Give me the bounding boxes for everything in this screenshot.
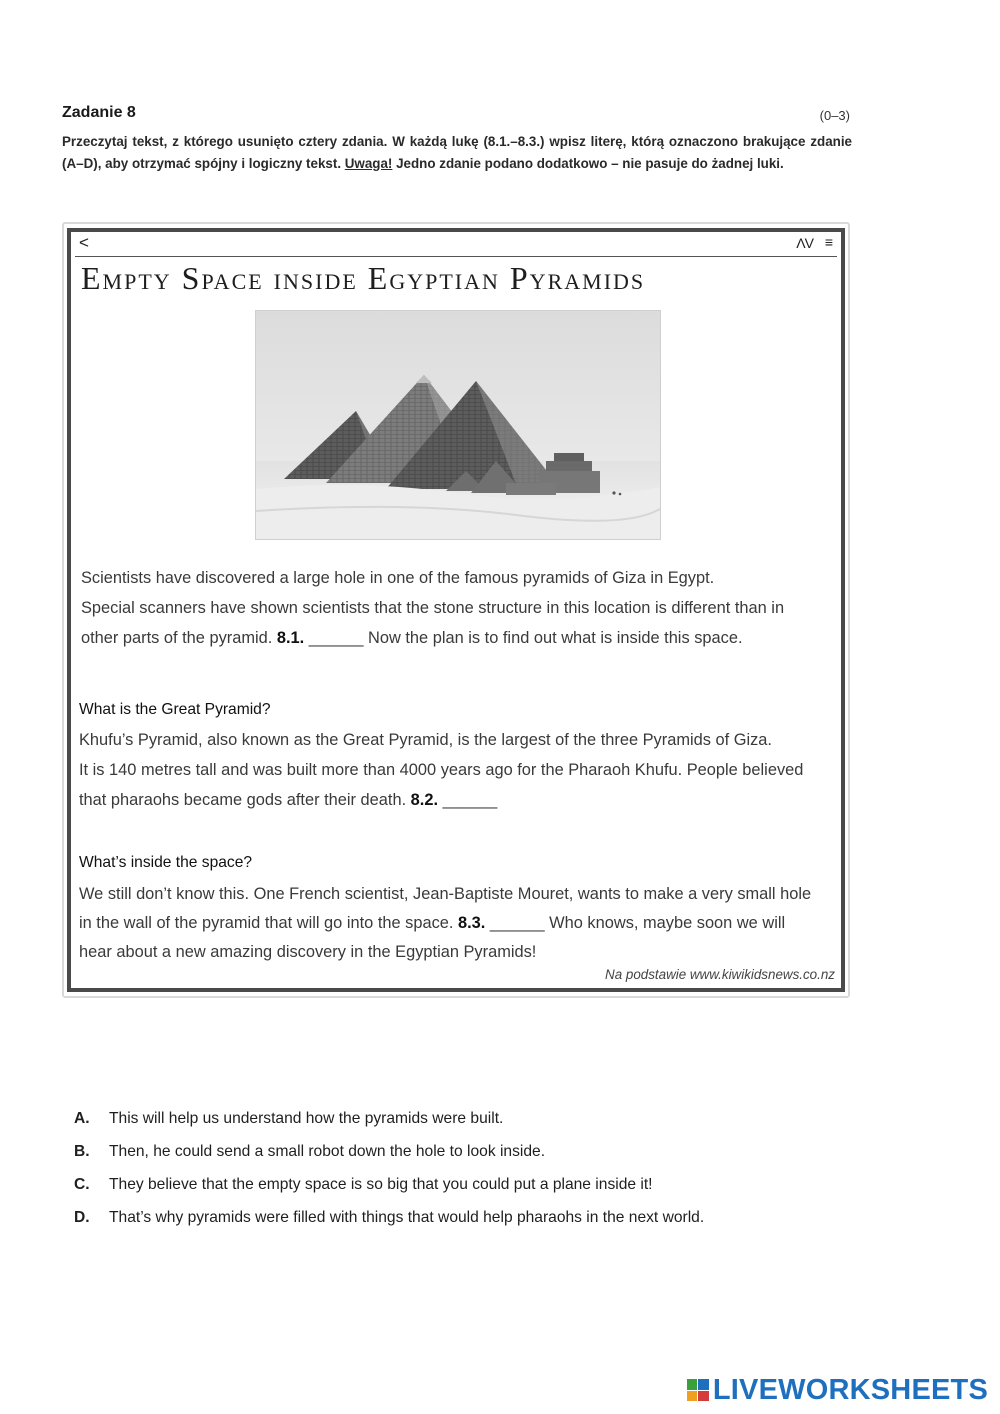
- instructions-text-2: Jedno zdanie podano dodatkowo – nie pasuje do żadnej luki.: [392, 155, 784, 171]
- gap-8-2-blank[interactable]: ______: [442, 791, 498, 809]
- section1-line-2: It is 140 metres tall and was built more than 4000 years ago for the Pharaoh Khufu. People believed: [79, 761, 804, 779]
- liveworksheets-logo: [687, 1372, 988, 1408]
- intro-line-3: [81, 623, 841, 653]
- task-instructions: [62, 131, 852, 174]
- reader-frame: [62, 222, 850, 998]
- font-size-icon: ΛV: [796, 235, 813, 251]
- section2-line-3: hear about a new amazing discovery in the Egyptian Pyramids!: [79, 943, 537, 961]
- option-d: [74, 1209, 894, 1242]
- logo-text: LIVEWORKSHEETS: [712, 1373, 988, 1406]
- option-text: That’s why pyramids were filled with things that would help pharaohs in the next world.: [109, 1209, 705, 1226]
- option-letter: B.: [74, 1143, 90, 1160]
- section2-line-1: We still don’t know this. One French scientist, Jean-Baptiste Mouret, wants to make a very small hole: [79, 885, 812, 903]
- intro-line-3-start: other parts of the pyramid.: [81, 629, 277, 647]
- back-arrow-icon: <: [79, 233, 89, 252]
- heading-great-pyramid: What is the Great Pyramid?: [79, 701, 271, 718]
- article-title: Empty Space inside Egyptian Pyramids: [81, 260, 646, 296]
- heading-inside-space: What’s inside the space?: [79, 854, 253, 871]
- task-points: (0–3): [819, 108, 850, 123]
- gap-8-3-label: 8.3.: [458, 914, 486, 932]
- section2-line-2-start: in the wall of the pyramid that will go into the space.: [79, 914, 459, 932]
- logo-mark-icon: [687, 1379, 709, 1401]
- instructions-text-1: Przeczytaj tekst, z którego usunięto cztery zdania. W każdą lukę (8.1.–8.3.) wpisz literę, którą oznaczono brakujące zdanie (A–D), aby otrzymać spójny i logiczny tekst.: [62, 134, 852, 171]
- gap-8-1-blank[interactable]: ______: [308, 629, 364, 647]
- intro-line-3-end: Now the plan is to find out what is inside this space.: [363, 629, 743, 647]
- option-text: This will help us understand how the pyramids were built.: [109, 1110, 504, 1127]
- option-c: [74, 1176, 894, 1209]
- option-a: [74, 1110, 894, 1143]
- option-letter: A.: [74, 1110, 90, 1127]
- option-letter: C.: [74, 1176, 90, 1193]
- gap-8-2-label: 8.2.: [410, 791, 439, 809]
- option-text: Then, he could send a small robot down the hole to look inside.: [109, 1143, 546, 1160]
- section2-line-2: [79, 908, 839, 938]
- option-b: [74, 1143, 894, 1176]
- source-credit: Na podstawie www.kiwikidsnews.co.nz: [605, 967, 835, 982]
- reader-toolbar: [75, 232, 837, 257]
- menu-icon: ≡: [824, 234, 833, 250]
- gap-8-3-blank[interactable]: ______: [489, 914, 545, 932]
- intro-line-2: Special scanners have shown scientists that the stone structure in this location is different than in: [81, 599, 785, 617]
- instructions-note: Uwaga!: [344, 155, 393, 171]
- option-letter: D.: [74, 1209, 90, 1226]
- section1-line-3: [79, 785, 839, 815]
- reader-screen: [67, 228, 845, 992]
- pyramids-photo: [255, 310, 661, 540]
- intro-line-1: Scientists have discovered a large hole in one of the famous pyramids of Giza in Egypt.: [81, 569, 715, 587]
- pyramids-illustration: [256, 311, 660, 539]
- task-title: Zadanie 8: [62, 104, 136, 121]
- section1-line-3-start: that pharaohs became gods after their death.: [79, 791, 411, 809]
- section2-line-2-end: Who knows, maybe soon we will: [544, 914, 786, 932]
- section1-line-1: Khufu’s Pyramid, also known as the Great Pyramid, is the largest of the three Pyramids of Giza.: [79, 731, 772, 749]
- option-text: They believe that the empty space is so big that you could put a plane inside it!: [109, 1176, 653, 1193]
- gap-8-1-label: 8.1.: [276, 629, 305, 647]
- answer-options: [74, 1110, 894, 1242]
